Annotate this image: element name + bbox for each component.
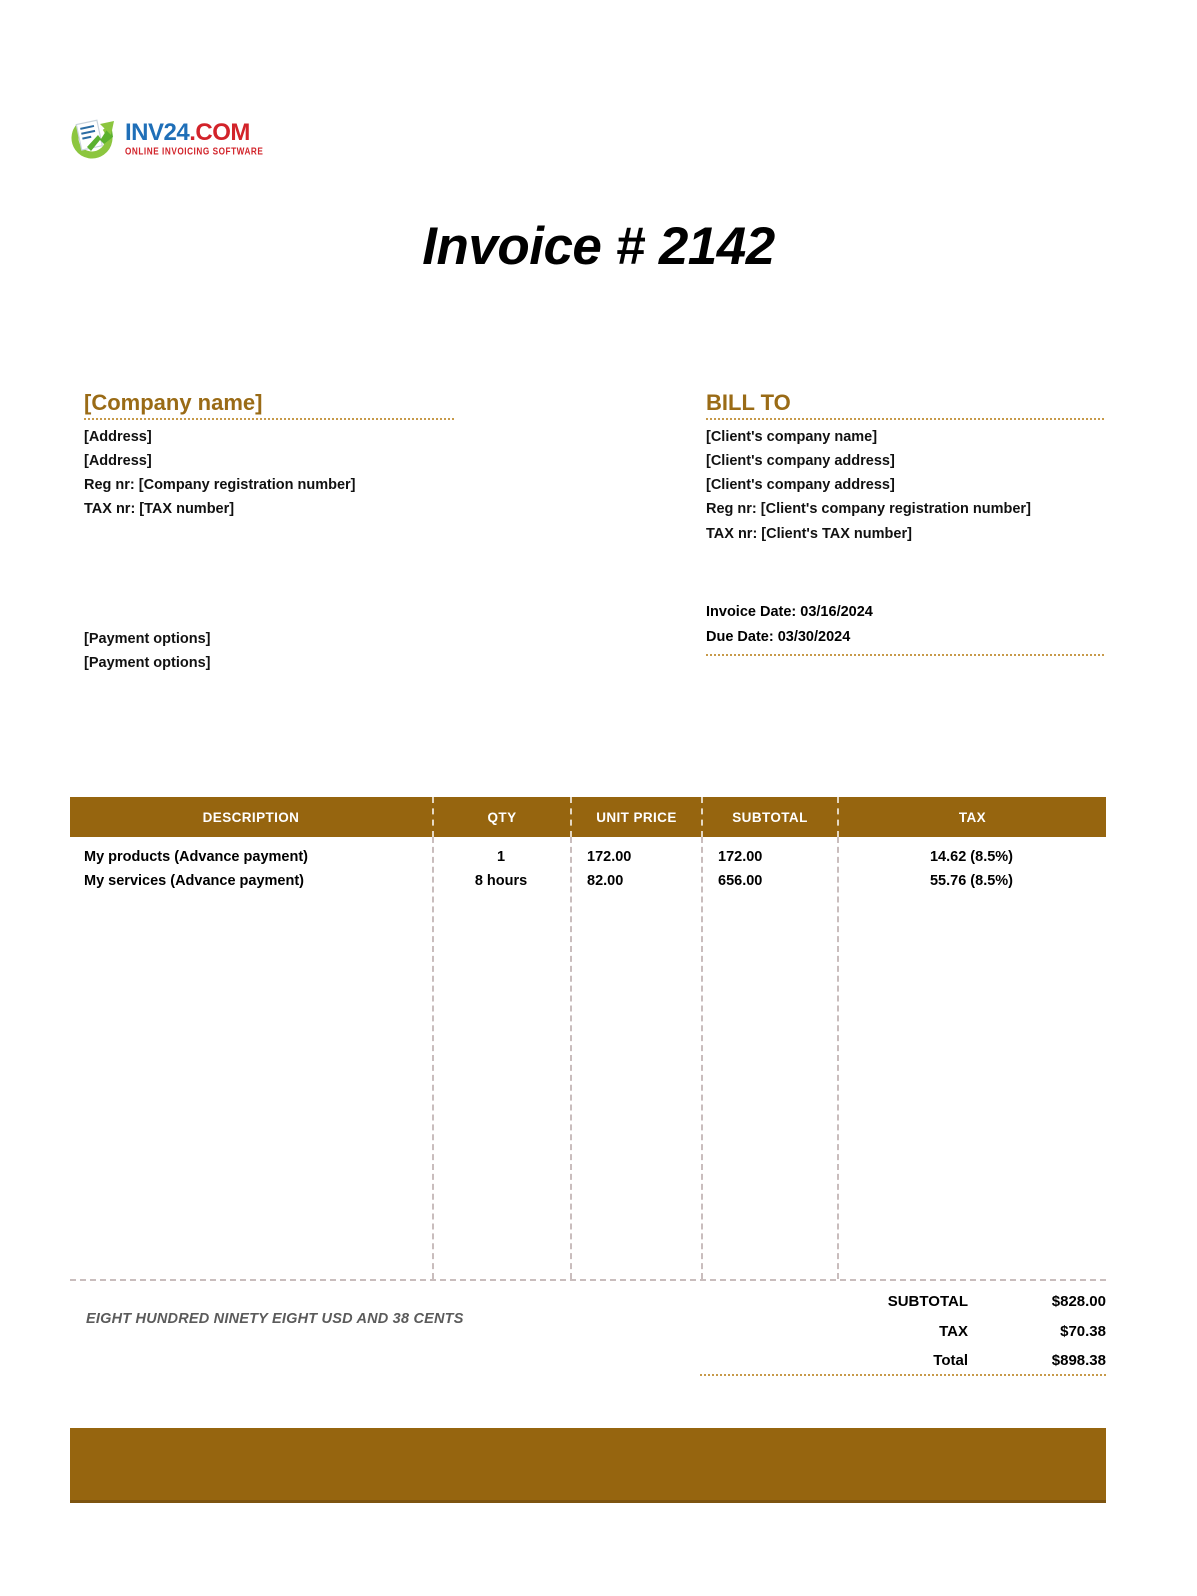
table-rows [70,837,1106,1279]
column-header-description: DESCRIPTION [202,809,300,825]
page-title: Invoice # 2142 [422,217,775,276]
total-label: Total [933,1351,968,1369]
invoice-arrow-logo-icon [70,114,118,160]
buyer-line: [Client's company address] [706,453,895,470]
cell-subtotal: 172.00 [718,849,763,865]
subtotal-value: $828.00 [1051,1292,1106,1310]
totals-row-total [700,1346,1106,1376]
brand-logo-text [125,119,263,155]
bill-to-block [706,390,1104,546]
subtotal-label: SUBTOTAL [887,1292,968,1310]
totals-row-tax [700,1316,1106,1346]
cell-description: My products (Advance payment) [84,849,308,865]
column-header-tax: TAX [837,797,1106,837]
seller-line: [Address] [84,429,152,446]
column-header-subtotal: SUBTOTAL [701,797,837,837]
line-items-table [70,797,1106,1281]
brand-name [125,118,263,146]
column-header-qty: QTY [432,797,570,837]
amount-in-words: EIGHT HUNDRED NINETY EIGHT USD AND 38 CENTS [86,1311,464,1327]
buyer-line: [Client's company name] [706,429,878,446]
invoice-dates-block [706,600,1104,656]
total-value: $898.38 [1051,1351,1106,1369]
seller-line: Reg nr: [Company registration number] [84,477,356,494]
cell-tax: 14.62 (8.5%) [929,849,1014,865]
tax-label: TAX [939,1322,968,1340]
seller-line: TAX nr: [TAX number] [84,501,235,518]
seller-name: [Company name] [84,390,454,420]
cell-unit-price: 172.00 [587,849,632,865]
payment-options-block [84,627,464,675]
footer-bar [70,1428,1106,1503]
buyer-line: TAX nr: [Client's TAX number] [706,525,912,542]
totals-row-subtotal [700,1286,1106,1316]
table-row [70,869,1106,893]
invoice-date: Invoice Date: 03/16/2024 [706,604,873,620]
cell-tax: 55.76 (8.5%) [929,873,1014,889]
brand-tagline: ONLINE INVOICING SOFTWARE [125,145,264,157]
brand-logo[interactable] [70,114,263,160]
cell-description: My services (Advance payment) [84,873,305,889]
cell-qty: 1 [496,849,506,865]
bill-to-heading: BILL TO [706,390,1104,420]
brand-name-text: INV24 [125,118,190,146]
seller-line: [Address] [84,453,152,470]
cell-qty: 8 hours [474,873,528,889]
totals-block [700,1286,1106,1376]
buyer-line: [Client's company address] [706,477,895,494]
tax-value: $70.38 [1060,1322,1106,1340]
due-date: Due Date: 03/30/2024 [706,628,851,645]
payment-option-line: [Payment options] [84,655,211,672]
seller-block [84,390,454,522]
payment-option-line: [Payment options] [84,631,211,647]
buyer-line: Reg nr: [Client's company registration number] [706,501,1031,518]
cell-unit-price: 82.00 [587,873,624,889]
table-body [70,837,1106,1281]
table-header-row [70,797,1106,837]
cell-subtotal: 656.00 [718,873,763,889]
column-header-unit-price: UNIT PRICE [570,797,701,837]
table-row [70,845,1106,869]
brand-name-suffix: .COM [189,118,250,146]
